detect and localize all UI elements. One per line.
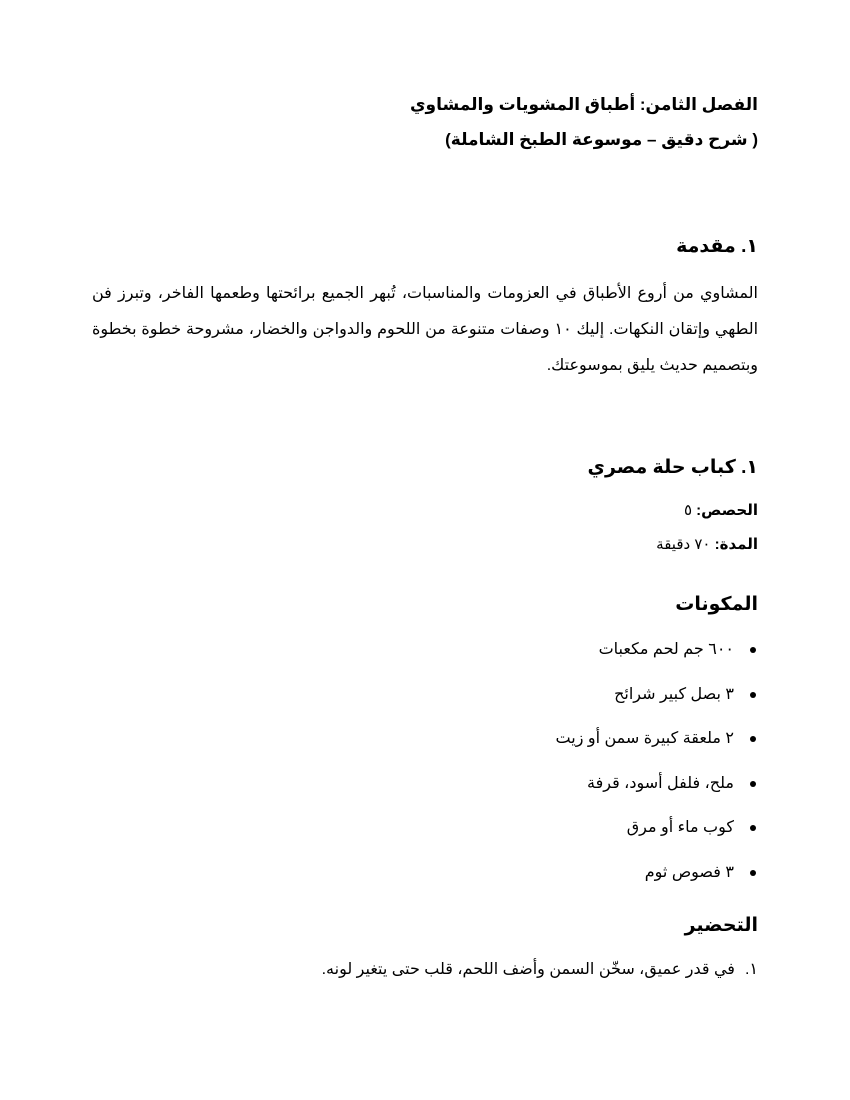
list-item — [556, 863, 758, 908]
bullet-icon — [750, 736, 756, 742]
ingredient-text: كوب ماء أو مرق — [626, 819, 734, 836]
chapter-subtitle: ( شرح دقيق – موسوعة الطبخ الشاملة) — [445, 130, 758, 149]
prep-steps-list — [322, 960, 758, 980]
servings-value: ٥ — [683, 502, 692, 519]
step-number: ١. — [744, 961, 758, 978]
intro-heading: ١. مقدمة — [676, 236, 758, 257]
list-item — [556, 818, 758, 863]
prep-heading: التحضير — [684, 915, 758, 936]
ingredients-heading: المكونات — [675, 594, 758, 615]
ingredient-text: ملح، فلفل أسود، قرفة — [587, 774, 734, 792]
intro-paragraph: المشاوي من أروع الأطباق في العزومات والمناسبات، تُبهر الجميع برائحتها وطعمها الفاخر، وتبرز فن الطهي وإتقان النكهات. إليك ١٠ وصفات متنوعة من اللحوم والدواجن والخضار، مشروحة خطوة بخطوة وبتصميم حديث يليق بموسوعتك. — [92, 285, 759, 374]
ingredient-text: ٣ فصوص ثوم — [644, 863, 734, 881]
recipe-heading: ١. كباب حلة مصري — [587, 457, 758, 478]
bullet-icon — [750, 870, 756, 876]
ingredient-text: ٦٠٠ جم لحم مكعبات — [598, 641, 734, 658]
servings-line — [684, 503, 758, 518]
servings-label: الحصص: — [696, 502, 758, 519]
bullet-icon — [750, 647, 756, 653]
list-item — [556, 640, 758, 685]
list-item — [322, 960, 758, 980]
ingredients-list — [556, 640, 758, 907]
list-item — [556, 729, 758, 774]
bullet-icon — [750, 825, 756, 831]
list-item — [556, 685, 758, 730]
duration-line — [656, 537, 758, 552]
step-text: في قدر عميق، سخّن السمن وأضف اللحم، قلب حتى يتغير لونه. — [321, 961, 735, 978]
duration-label: المدة: — [714, 536, 758, 553]
ingredient-text: ٢ ملعقة كبيرة سمن أو زيت — [555, 730, 734, 747]
bullet-icon — [750, 692, 756, 698]
ingredient-text: ٣ بصل كبير شرائح — [614, 685, 734, 703]
chapter-title: الفصل الثامن: أطباق المشويات والمشاوي — [409, 95, 758, 114]
bullet-icon — [750, 781, 756, 787]
list-item — [556, 774, 758, 819]
duration-value: ٧٠ دقيقة — [656, 536, 711, 553]
